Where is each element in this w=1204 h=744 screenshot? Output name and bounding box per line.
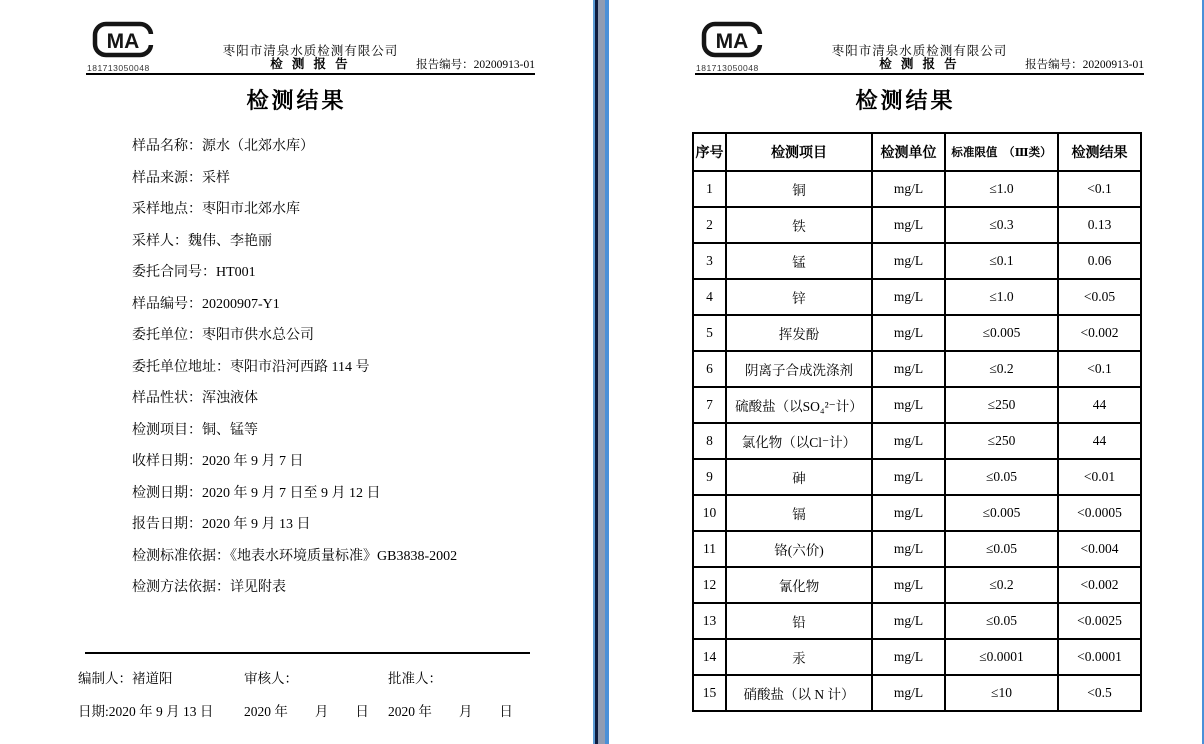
table-cell: 13 (693, 603, 726, 639)
table-row (693, 279, 1141, 315)
table-cell: <0.5 (1058, 675, 1141, 711)
table-cell: ≤1.0 (945, 279, 1058, 315)
table-cell: 氯化物（以Cl⁻计） (726, 423, 872, 459)
document-type-label: 检 测 报 告 (270, 57, 351, 71)
table-header-cell: 序号 (693, 133, 726, 171)
table-cell: 铁 (726, 207, 872, 243)
table-cell: mg/L (872, 639, 945, 675)
table-cell: ≤0.05 (945, 459, 1058, 495)
table-cell: <0.0005 (1058, 495, 1141, 531)
footer-divider (85, 652, 530, 654)
certificate-number: 181713050048 (87, 63, 150, 73)
table-cell: ≤1.0 (945, 171, 1058, 207)
info-line: 采样人：魏伟、李艳丽 (132, 233, 272, 249)
reviewer-date: 2020 年 月 日 (244, 704, 369, 719)
info-line: 报告日期：2020 年 9 月 13 日 (132, 517, 311, 532)
table-cell: <0.0025 (1058, 603, 1141, 639)
table-cell: 锌 (726, 279, 872, 315)
table-cell: <0.01 (1058, 459, 1141, 495)
page-header (695, 0, 1144, 75)
table-cell: ≤0.2 (945, 351, 1058, 387)
table-cell: mg/L (872, 567, 945, 603)
page-title: 检测结果 (855, 88, 956, 113)
table-cell: ≤0.0001 (945, 639, 1058, 675)
table-row (693, 495, 1141, 531)
table-cell: <0.0001 (1058, 639, 1141, 675)
approver-date: 2020 年 月 日 (388, 704, 513, 719)
table-row (693, 603, 1141, 639)
table-cell: mg/L (872, 423, 945, 459)
info-line: 采样地点：枣阳市北郊水库 (132, 202, 300, 217)
table-cell: <0.002 (1058, 567, 1141, 603)
report-number: 报告编号：20200913-01 (1025, 59, 1144, 71)
table-cell: 11 (693, 531, 726, 567)
page-gap-divider (593, 0, 609, 744)
table-cell: 6 (693, 351, 726, 387)
test-results-table (692, 132, 1142, 712)
reviewer-label: 审核人： (244, 671, 298, 686)
table-cell: 氰化物 (726, 567, 872, 603)
report-page-right (609, 0, 1202, 744)
table-cell: 7 (693, 387, 726, 423)
info-line: 样品来源：采样 (132, 170, 230, 186)
table-cell: 4 (693, 279, 726, 315)
table-cell: 44 (1058, 387, 1141, 423)
table-cell: 镉 (726, 495, 872, 531)
table-cell: 12 (693, 567, 726, 603)
report-page-left (0, 0, 593, 744)
certificate-number: 181713050048 (696, 63, 759, 73)
company-name: 枣阳市清泉水质检测有限公司 (222, 44, 399, 58)
info-line: 样品性状：浑浊液体 (132, 391, 258, 406)
document-type-label: 检 测 报 告 (879, 57, 960, 71)
table-cell: 汞 (726, 639, 872, 675)
info-line: 委托合同号：HT001 (132, 265, 256, 280)
table-cell: ≤0.2 (945, 567, 1058, 603)
table-cell: 9 (693, 459, 726, 495)
preparer-date: 日期:2020 年 9 月 13 日 (78, 704, 214, 719)
table-cell: ≤250 (945, 387, 1058, 423)
table-cell: ≤0.1 (945, 243, 1058, 279)
table-cell: ≤10 (945, 675, 1058, 711)
table-cell: 5 (693, 315, 726, 351)
page-header (86, 0, 535, 75)
table-cell: mg/L (872, 351, 945, 387)
table-header-cell: 检测结果 (1058, 133, 1141, 171)
table-cell: mg/L (872, 243, 945, 279)
table-row (693, 639, 1141, 675)
svg-text:MA: MA (715, 30, 749, 53)
table-cell: ≤0.05 (945, 603, 1058, 639)
table-cell: ≤0.3 (945, 207, 1058, 243)
table-cell: 硫酸盐（以SO₄²⁻计） (726, 387, 872, 423)
table-cell: 1 (693, 171, 726, 207)
table-cell: 14 (693, 639, 726, 675)
table-cell: mg/L (872, 531, 945, 567)
table-header-cell: 检测单位 (872, 133, 945, 171)
info-line: 检测方法依据：详见附表 (132, 580, 286, 595)
company-name: 枣阳市清泉水质检测有限公司 (831, 44, 1008, 58)
table-cell: 15 (693, 675, 726, 711)
sample-info-list (132, 140, 573, 613)
table-cell: 阴离子合成洗涤剂 (726, 351, 872, 387)
table-cell: 2 (693, 207, 726, 243)
table-cell: mg/L (872, 207, 945, 243)
table-cell: 铬(六价) (726, 531, 872, 567)
preparer-label: 编制人：褚道阳 (78, 671, 173, 686)
info-line: 检测日期：2020 年 9 月 7 日至 9 月 12 日 (132, 485, 381, 501)
table-cell: 铅 (726, 603, 872, 639)
svg-text:MA: MA (106, 30, 140, 53)
signature-footer (78, 652, 540, 720)
table-cell: mg/L (872, 495, 945, 531)
page-title: 检测结果 (246, 88, 347, 113)
table-cell: mg/L (872, 459, 945, 495)
table-cell: mg/L (872, 279, 945, 315)
table-row (693, 243, 1141, 279)
table-cell: mg/L (872, 315, 945, 351)
table-cell: mg/L (872, 603, 945, 639)
table-row (693, 459, 1141, 495)
info-line: 收样日期：2020 年 9 月 7 日 (132, 454, 304, 469)
info-line: 样品名称：源水（北郊水库） (132, 139, 314, 154)
table-row (693, 351, 1141, 387)
table-cell: 砷 (726, 459, 872, 495)
table-cell: <0.1 (1058, 351, 1141, 387)
approver-label: 批准人： (388, 671, 442, 686)
table-cell: mg/L (872, 387, 945, 423)
table-cell: 3 (693, 243, 726, 279)
table-body (693, 171, 1141, 711)
table-row (693, 675, 1141, 711)
info-line: 检测标准依据：《地表水环境质量标准》GB3838-2002 (132, 548, 458, 564)
table-cell: mg/L (872, 675, 945, 711)
info-line: 检测项目：铜、锰等 (132, 422, 258, 438)
table-row (693, 423, 1141, 459)
table-cell: 硝酸盐（以 N 计） (726, 675, 872, 711)
table-cell: 0.13 (1058, 207, 1141, 243)
info-line: 委托单位地址：枣阳市沿河西路 114 号 (132, 359, 370, 375)
table-cell: mg/L (872, 171, 945, 207)
report-number: 报告编号：20200913-01 (416, 59, 535, 71)
table-cell: <0.004 (1058, 531, 1141, 567)
table-row (693, 171, 1141, 207)
table-head (693, 133, 1141, 171)
table-cell: 44 (1058, 423, 1141, 459)
table-header-cell: 标准限值 （Ⅲ类） (945, 133, 1058, 171)
info-line: 样品编号：20200907-Y1 (132, 296, 280, 312)
table-row (693, 387, 1141, 423)
table-header-cell: 检测项目 (726, 133, 872, 171)
table-cell: ≤0.005 (945, 495, 1058, 531)
table-cell: 10 (693, 495, 726, 531)
info-line: 委托单位：枣阳市供水总公司 (132, 328, 314, 343)
table-cell: ≤250 (945, 423, 1058, 459)
table-cell: 0.06 (1058, 243, 1141, 279)
table-header-row (693, 133, 1141, 171)
table-cell: <0.05 (1058, 279, 1141, 315)
table-row (693, 567, 1141, 603)
table-cell: 锰 (726, 243, 872, 279)
table-cell: 8 (693, 423, 726, 459)
table-cell: <0.002 (1058, 315, 1141, 351)
table-row (693, 531, 1141, 567)
table-row (693, 315, 1141, 351)
table-cell: 挥发酚 (726, 315, 872, 351)
table-cell: 铜 (726, 171, 872, 207)
table-cell: <0.1 (1058, 171, 1141, 207)
table-cell: ≤0.005 (945, 315, 1058, 351)
table-row (693, 207, 1141, 243)
footer-dates-row (78, 700, 540, 720)
table-cell: ≤0.05 (945, 531, 1058, 567)
footer-names-row (78, 667, 540, 687)
